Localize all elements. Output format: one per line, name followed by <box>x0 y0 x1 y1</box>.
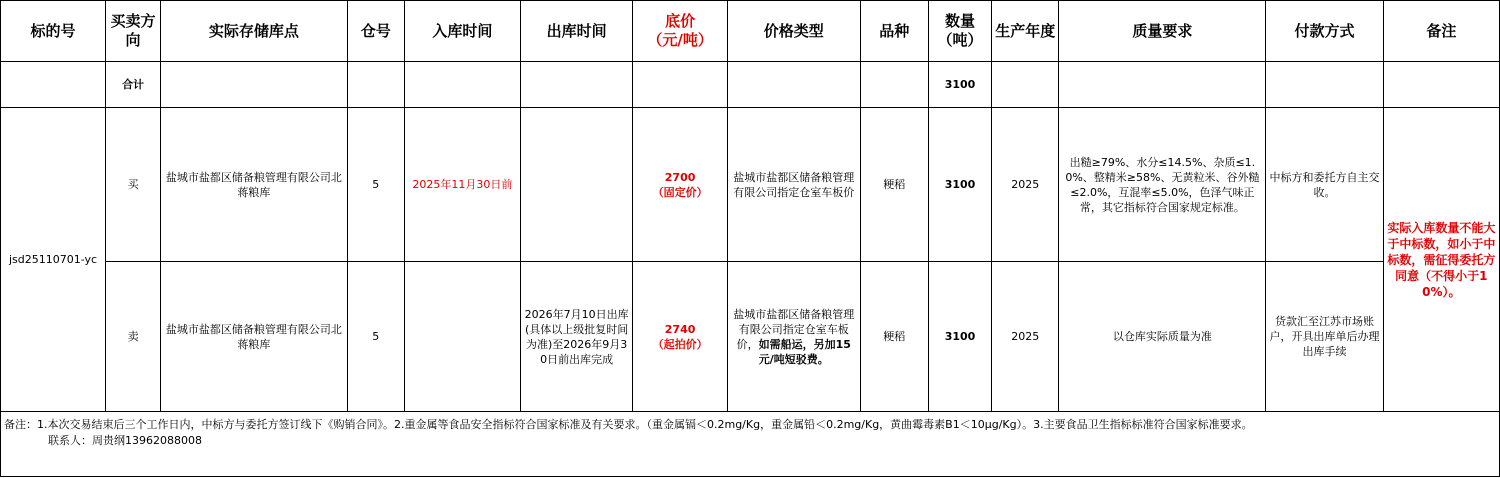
header-warehouse: 仓号 <box>347 1 404 62</box>
total-empty-cell <box>404 62 520 108</box>
direction-cell: 买 <box>106 108 161 262</box>
total-empty-cell <box>1383 62 1499 108</box>
price-type-cell <box>728 262 861 412</box>
year-cell: 2025 <box>992 262 1059 412</box>
header-direction: 买卖方向 <box>106 1 161 62</box>
total-empty-cell <box>1266 62 1383 108</box>
remarks-cell: 实际入库数量不能大于中标数，如小于中标数，需征得委托方同意（不得小于10%）。 <box>1383 108 1499 412</box>
total-empty-cell <box>860 62 928 108</box>
price-cell <box>633 108 728 262</box>
header-out-time: 出库时间 <box>521 1 633 62</box>
header-base-price-line2: （元/吨） <box>647 31 713 49</box>
price-type-text: 盐城市盐都区储备粮管理有限公司指定仓室车板价 <box>733 170 855 199</box>
bid-number: jsd25110701-yc <box>1 108 106 412</box>
table-row-buy <box>1 108 1500 262</box>
header-year: 生产年度 <box>992 1 1059 62</box>
price-type-cell <box>728 108 861 262</box>
total-quantity: 3100 <box>928 62 991 108</box>
price-cell <box>633 262 728 412</box>
price-value: 2740 <box>664 322 696 336</box>
total-empty-cell <box>161 62 348 108</box>
header-price-type: 价格类型 <box>728 1 861 62</box>
in-time-cell <box>404 262 520 412</box>
in-time-cell: 2025年11月30日前 <box>404 108 520 262</box>
warehouse-cell: 5 <box>347 262 404 412</box>
price-type-extra: 如需船运，另加15元/吨短驳费。 <box>758 337 851 366</box>
location-cell: 盐城市盐都区储备粮管理有限公司北蒋粮库 <box>161 262 348 412</box>
year-cell: 2025 <box>992 108 1059 262</box>
location-cell: 盐城市盐都区储备粮管理有限公司北蒋粮库 <box>161 108 348 262</box>
total-empty-cell <box>728 62 861 108</box>
price-value: 2700 <box>664 170 696 184</box>
price-type-text: 盐城市盐都区储备粮管理有限公司指定仓室车板价， <box>733 307 855 351</box>
total-empty-cell <box>1059 62 1266 108</box>
contact-info: 联系人：周贵纲13962088008 <box>48 434 202 447</box>
variety-cell: 粳稻 <box>860 108 928 262</box>
quantity-cell: 3100 <box>928 108 991 262</box>
total-empty-cell <box>633 62 728 108</box>
price-note: （起拍价） <box>652 337 708 351</box>
total-empty-cell <box>347 62 404 108</box>
header-base-price <box>633 1 728 62</box>
total-empty-cell <box>1 62 106 108</box>
quality-cell: 出糙≥79%、水分≤14.5%、杂质≤1.0%、整精米≥58%、无黄粒米、谷外糙≤2.0%，互混率≤5.0%，色泽气味正常，其它指标符合国家规定标准。 <box>1059 108 1266 262</box>
footer-row <box>1 412 1500 477</box>
payment-cell: 中标方和委托方自主交收。 <box>1266 108 1383 262</box>
direction-cell: 卖 <box>106 262 161 412</box>
header-variety: 品种 <box>860 1 928 62</box>
table-row-sell <box>1 262 1500 412</box>
header-quantity: 数量（吨） <box>928 1 991 62</box>
warehouse-cell: 5 <box>347 108 404 262</box>
variety-cell: 粳稻 <box>860 262 928 412</box>
total-empty-cell <box>521 62 633 108</box>
out-time-cell <box>521 108 633 262</box>
quality-cell: 以仓库实际质量为准 <box>1059 262 1266 412</box>
out-time-cell: 2026年7月10日出库(具体以上级批复时间为准)至2026年9月30日前出库完成 <box>521 262 633 412</box>
quantity-cell: 3100 <box>928 262 991 412</box>
header-row <box>1 1 1500 62</box>
total-empty-cell <box>992 62 1059 108</box>
header-remarks: 备注 <box>1383 1 1499 62</box>
header-location: 实际存储库点 <box>161 1 348 62</box>
header-payment: 付款方式 <box>1266 1 1383 62</box>
header-quality: 质量要求 <box>1059 1 1266 62</box>
payment-cell: 货款汇至江苏市场账户，开具出库单后办理出库手续 <box>1266 262 1383 412</box>
footer-note-cell <box>1 412 1500 477</box>
header-in-time: 入库时间 <box>404 1 520 62</box>
header-bid-no: 标的号 <box>1 1 106 62</box>
total-row <box>1 62 1500 108</box>
header-base-price-line1: 底价 <box>665 12 696 30</box>
footer-note: 备注：1.本次交易结束后三个工作日内，中标方与委托方签订线下《购销合同》。2.重金属等食品安全指标符合国家标准及有关要求。（重金属镉＜0.2mg/Kg，重金属铅＜0.2mg/Kg，黄曲霉毒素B1＜10μg/Kg）。3.主要食品卫生指标标准符合国家标准要求。 <box>4 418 1253 431</box>
price-note: （固定价） <box>652 185 708 199</box>
total-label: 合计 <box>106 62 161 108</box>
